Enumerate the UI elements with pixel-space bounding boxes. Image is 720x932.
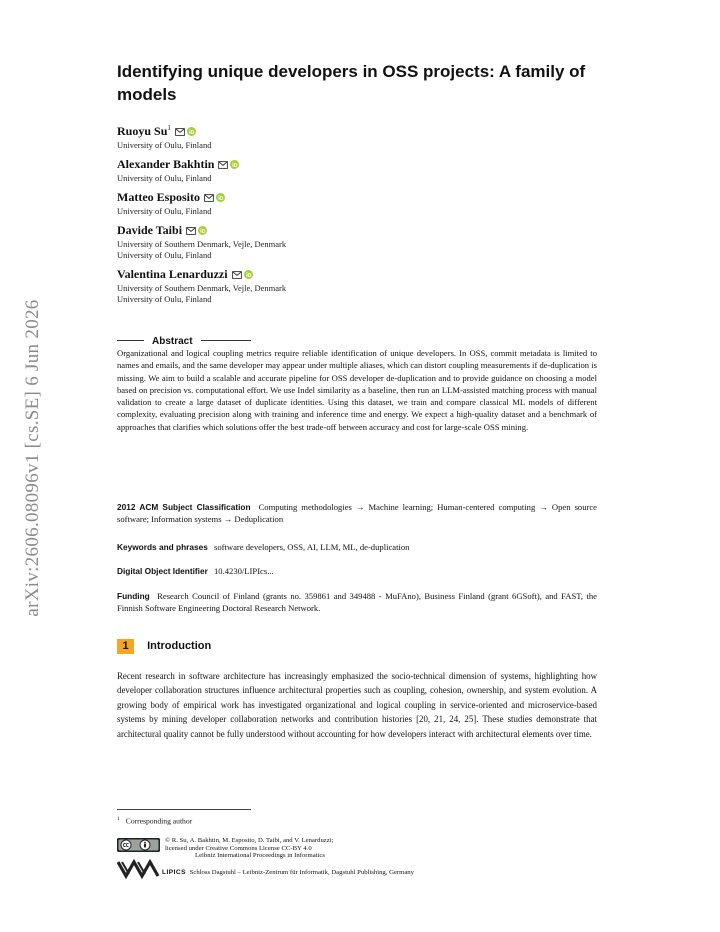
acm-label: 2012 ACM Subject Classification — [117, 502, 251, 512]
email-icon[interactable] — [186, 224, 196, 239]
copyright-notice — [165, 837, 565, 860]
author-entry — [117, 157, 597, 184]
email-icon[interactable] — [175, 125, 185, 140]
section-heading-introduction — [117, 639, 597, 655]
author-affiliation: University of Oulu, Finland — [117, 250, 212, 260]
abstract-heading — [117, 331, 597, 347]
author-affiliation: University of Southern Denmark, Vejle, Denmark — [117, 239, 287, 249]
author-name: Valentina Lenarduzzi — [117, 267, 228, 281]
paper-title: Identifying unique developers in OSS projects: A family of models — [117, 62, 586, 104]
doi-label: Digital Object Identifier — [117, 566, 208, 576]
orcid-icon[interactable] — [187, 125, 196, 140]
lipics-publisher-text: Schloss Dagstuhl – Leibniz-Zentrum für Informatik, Dagstuhl Publishing, Germany — [189, 869, 414, 876]
abstract-rule-left — [117, 340, 144, 341]
section-number: 1 — [117, 639, 134, 654]
orcid-icon[interactable] — [244, 268, 253, 283]
author-affiliation: University of Oulu, Finland — [117, 140, 212, 150]
keywords — [117, 541, 597, 553]
lipics-logo — [117, 859, 161, 879]
author-footnote-mark: 1 — [167, 124, 171, 132]
doi — [117, 565, 597, 577]
orcid-icon[interactable] — [216, 191, 225, 206]
introduction-paragraph: Recent research in software architecture has increasingly emphasized the socio-technical dimension of systems, highlighting how developer collaboration structures influence architectural properties such as coupling, cohesion, ownership, and system evolution. A growing body of empirical work has investigated organizational and logical coupling in service-oriented and microservice-based systems by mining developer collaboration networks and contribution histories [20, 21, 24, 25]. These studies demonstrate that architectural quality cannot be fully understood without accounting for how developers interact with architectural elements over time. — [117, 671, 597, 739]
copyright-line-1: © R. Su, A. Bakhtin, M. Esposito, D. Taibi, and V. Lenarduzzi; — [165, 837, 334, 844]
acm-classification — [117, 501, 597, 525]
funding — [117, 590, 597, 614]
author-entry — [117, 267, 597, 305]
author-name: Davide Taibi — [117, 223, 183, 237]
footnote-mark: 1 — [117, 816, 120, 822]
author-name-line — [117, 223, 597, 239]
email-icon[interactable] — [232, 268, 242, 283]
funding-label: Funding — [117, 591, 150, 601]
funding-value: Research Council of Finland (grants no. 359861 and 349488 - MuFAno), Business Finland (grant 6GSoft), and FAST, the Finnish Software Engineering Doctoral Research Network. — [117, 591, 597, 613]
footnote-rule — [117, 809, 251, 810]
cc-by-icon[interactable] — [117, 838, 160, 852]
orcid-icon[interactable] — [230, 158, 239, 173]
email-icon[interactable] — [204, 191, 214, 206]
copyright-line-2: licensed under Creative Commons License CC-BY 4.0 — [165, 844, 312, 852]
author-name-line — [117, 267, 597, 283]
abstract-text: Organizational and logical coupling metrics require reliable identification of unique developers. In OSS, commit metadata is limited to names and emails, and the same developer may appear under multiple aliases, which can distort coupling measurements if de-duplication is missing. We aim to build a scalable and accurate pipeline for OSS developer de-duplication and to provide guidance on choosing a model based on precision vs. computational effort. We use Indel similarity as a baseline, then run an LLM-assisted matching process with manual validation to create a large dataset of duplicate identities. Using this dataset, we train and compare classical ML models of different complexity, evaluating precision along with training and inference time and energy. We expect a high-quality dataset and a benchmark of approaches that clarifies which solutions offer the best trade-off between accuracy and cost for large-scale OSS mining. — [117, 348, 597, 432]
author-affiliation: University of Oulu, Finland — [117, 173, 212, 183]
author-affiliation: University of Oulu, Finland — [117, 294, 212, 304]
author-name: Matteo Esposito — [117, 190, 200, 204]
keywords-value: software developers, OSS, AI, LLM, ML, de-duplication — [214, 542, 410, 552]
author-entry — [117, 121, 597, 151]
arxiv-id: arXiv:2606.08096v1 [cs.SE] 6 Jun 2026 — [22, 299, 43, 617]
author-name-line — [117, 190, 597, 206]
doi-link[interactable]: 10.4230/LIPIcs... — [213, 566, 274, 576]
author-list — [117, 121, 597, 311]
abstract-label: Abstract — [152, 336, 193, 347]
author-affiliation: University of Oulu, Finland — [117, 206, 212, 216]
lipics-series: Leibniz International Proceedings in Informatics — [195, 852, 325, 859]
author-name-line — [117, 121, 597, 140]
author-name: Ruoyu Su — [117, 124, 168, 138]
abstract-rule-right — [201, 340, 251, 341]
keywords-label: Keywords and phrases — [117, 542, 208, 552]
lipics-label: LIPICS — [162, 869, 186, 876]
lipics-publisher — [162, 869, 414, 877]
email-icon[interactable] — [218, 158, 228, 173]
author-entry — [117, 190, 597, 217]
author-entry — [117, 223, 597, 261]
section-title: Introduction — [147, 640, 212, 652]
orcid-icon[interactable] — [198, 224, 207, 239]
footnote — [117, 816, 192, 826]
acm-value: Computing methodologies → Machine learning; Human-centered computing → Open source software; Information systems → Deduplication — [117, 502, 598, 524]
footnote-text: Corresponding author — [125, 816, 193, 826]
author-name-line — [117, 157, 597, 173]
author-affiliation: University of Southern Denmark, Vejle, Denmark — [117, 283, 287, 293]
arxiv-stamp — [18, 268, 48, 648]
author-name: Alexander Bakhtin — [117, 157, 215, 171]
